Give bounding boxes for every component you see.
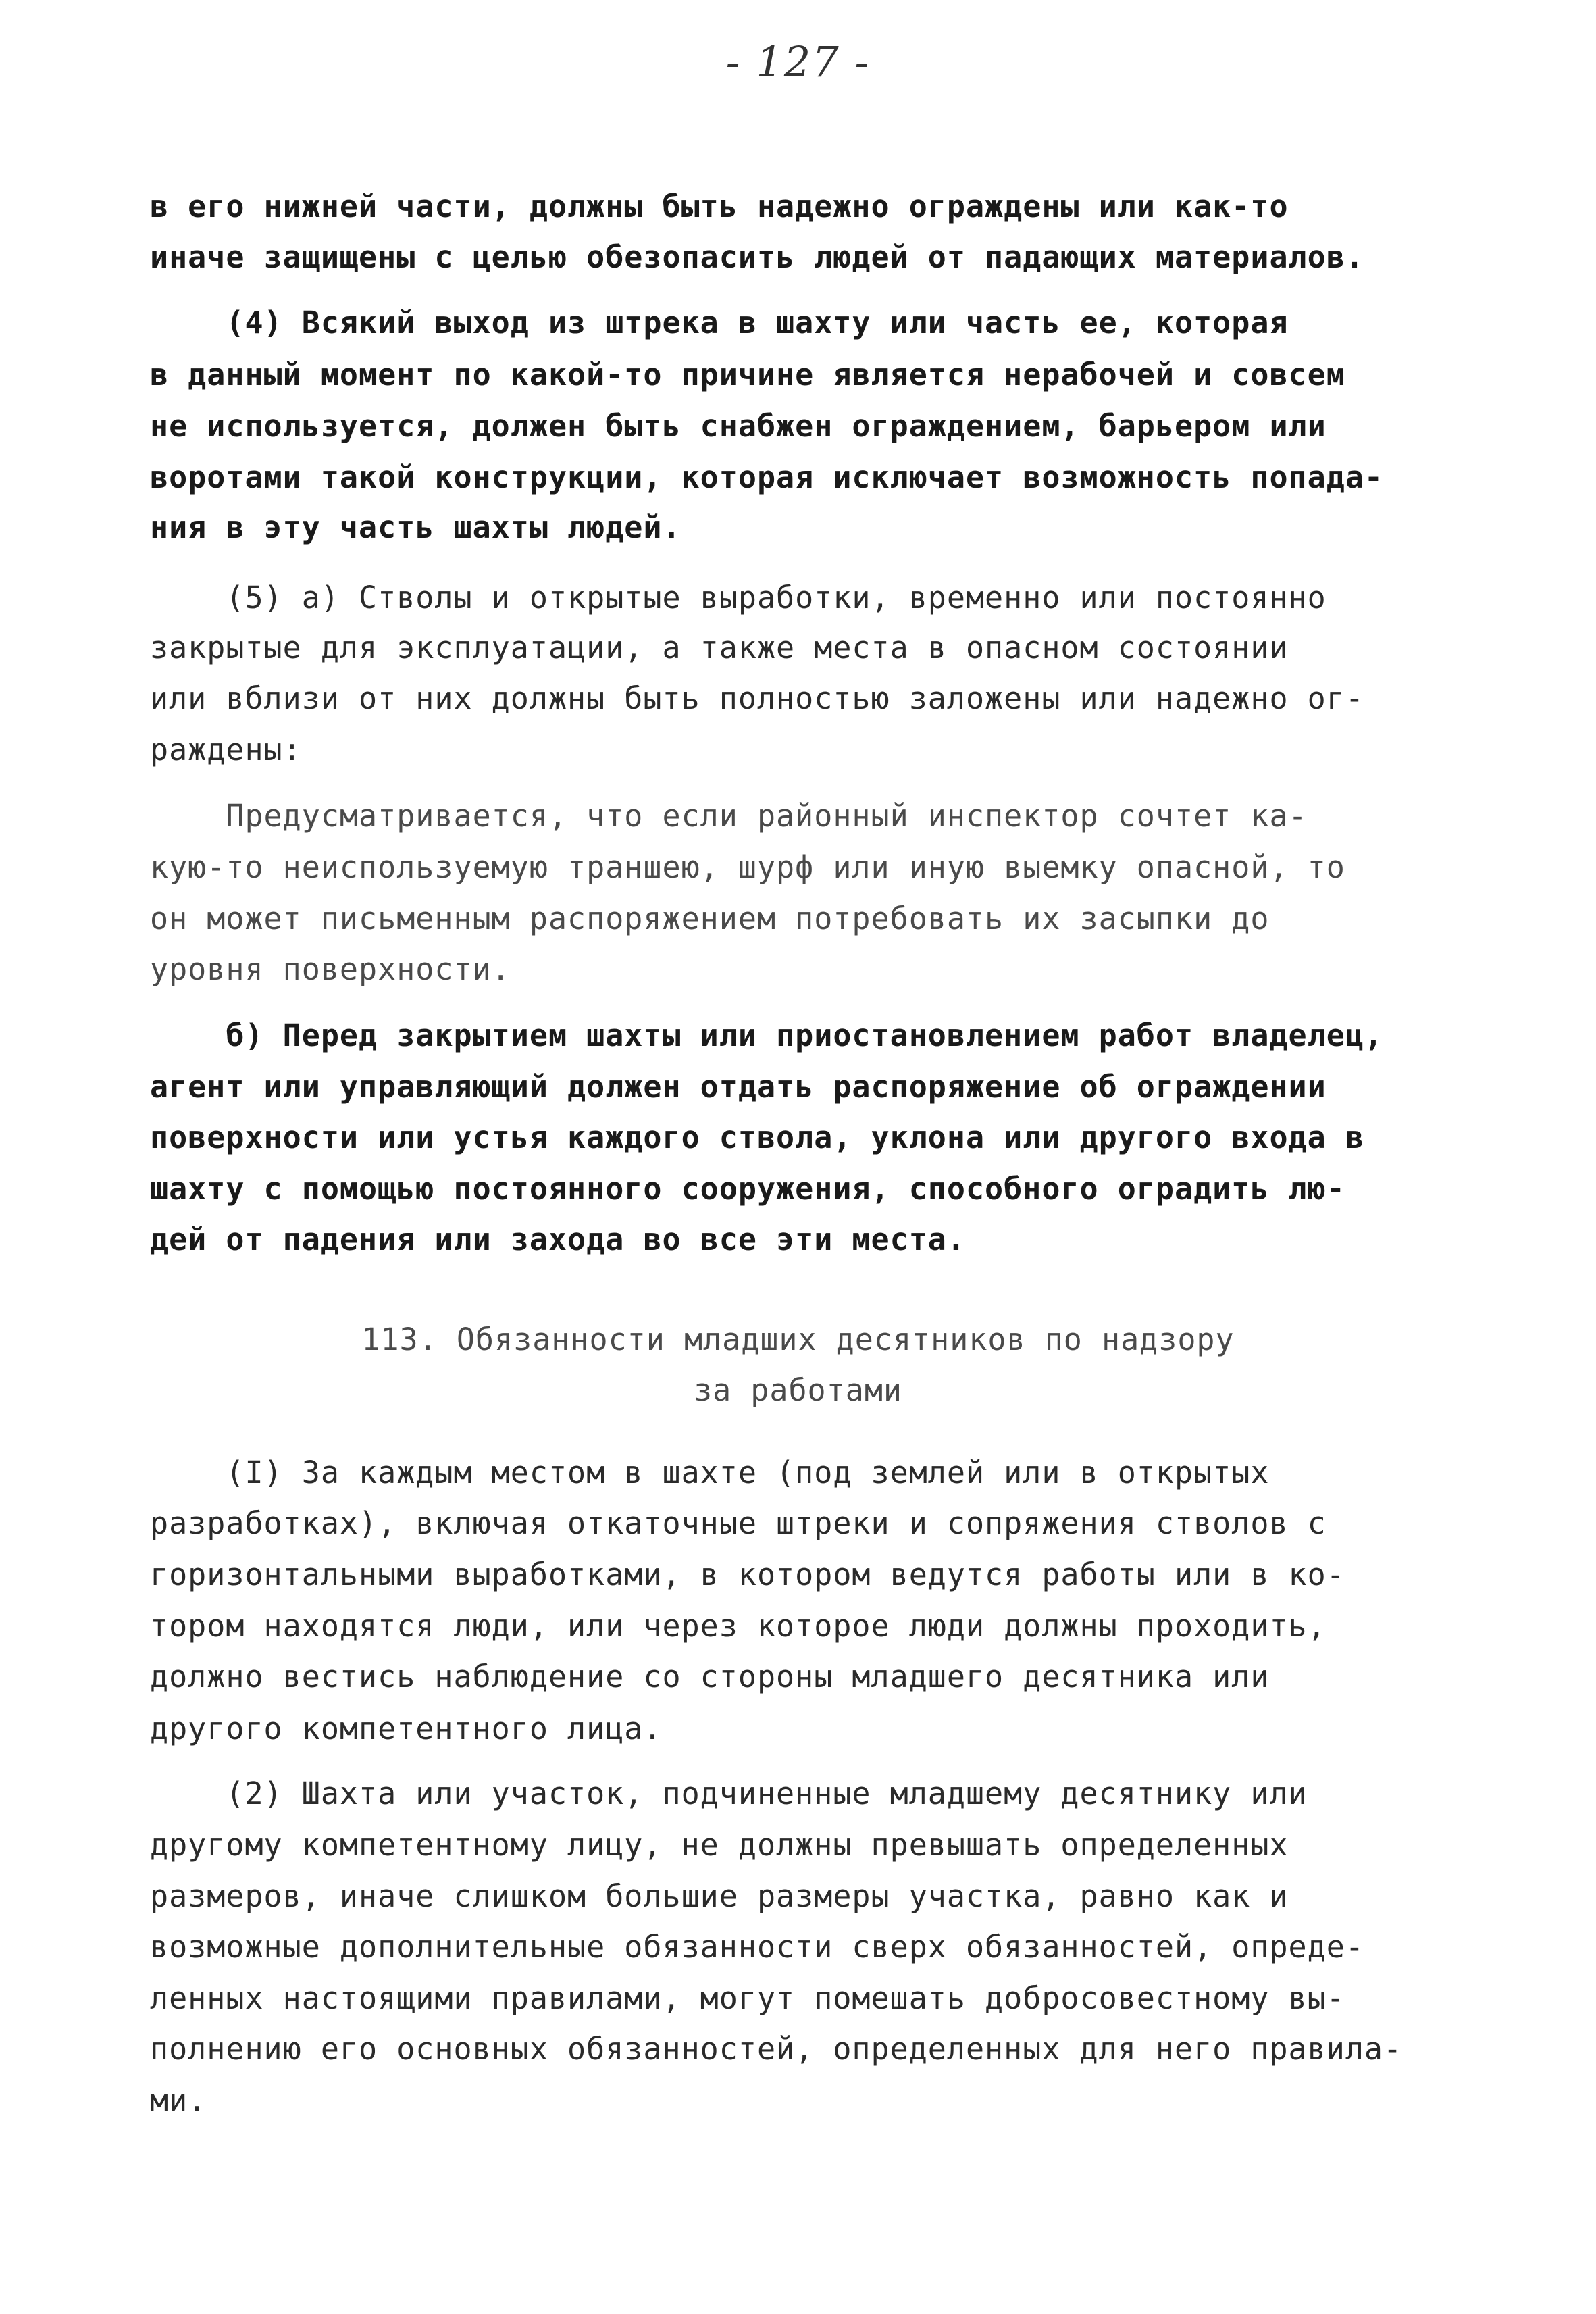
para-5a-line-2: закрытые для эксплуатации, а также места в опасном состоянии (150, 630, 1289, 665)
para-5b-line-4: шахту с помощью постоянного сооружения, способного оградить лю- (150, 1171, 1345, 1207)
para-1-line-3: горизонтальными выработками, в котором ведутся работы или в ко- (150, 1557, 1345, 1592)
para-2-line-1: (2) Шахта или участок, подчиненные младшему десятнику или (150, 1776, 1308, 1811)
para-1-line-1: (I) За каждым местом в шахте (под землей или в открытых (150, 1455, 1270, 1490)
section-heading-line-2: за работами (693, 1372, 902, 1408)
para-1-line-6: другого компетентного лица. (150, 1711, 663, 1746)
para-2-line-5: ленных настоящими правилами, могут помешать добросовестному вы- (150, 1980, 1345, 2016)
provision-line-1: Предусматривается, что если районный инспектор сочтет ка- (150, 798, 1308, 834)
para-4-line-4: воротами такой конструкции, которая исключает возможность попада- (150, 459, 1383, 495)
para-5b-line-1: б) Перед закрытием шахты или приостановлением работ владелец, (150, 1017, 1383, 1053)
para-5b-line-5: дей от падения или захода во все эти места. (150, 1222, 966, 1257)
para-1-line-5: должно вестись наблюдение со стороны младшего десятника или (150, 1659, 1270, 1694)
para-5b-line-3: поверхности или устья каждого ствола, уклона или другого входа в (150, 1120, 1364, 1155)
para-1-line-4: тором находятся люди, или через которое люди должны проходить, (150, 1608, 1327, 1644)
para-4-line-1: (4) Всякий выход из штрека в шахту или часть ее, которая (150, 305, 1289, 341)
para-2-line-6: полнению его основных обязанностей, определенных для него правила- (150, 2031, 1403, 2067)
para-5a-line-1: (5) а) Стволы и открытые выработки, временно или постоянно (150, 580, 1327, 615)
para-4-line-3: не используется, должен быть снабжен ограждением, барьером или (150, 408, 1327, 444)
intro-line-2: иначе защищены с целью обезопасить людей от падающих материалов. (150, 239, 1364, 275)
para-5a-line-4: раждены: (150, 732, 302, 768)
section-heading-line-1: 113. Обязанности младших десятников по надзору (361, 1322, 1235, 1357)
para-2-line-7: ми. (150, 2082, 207, 2118)
para-2-line-3: размеров, иначе слишком большие размеры участка, равно как и (150, 1878, 1289, 1914)
para-5a-line-3: или вблизи от них должны быть полностью заложены или надежно ог- (150, 680, 1364, 716)
para-4-line-2: в данный момент по какой-то причине является нерабочей и совсем (150, 357, 1345, 393)
para-2-line-2: другому компетентному лицу, не должны превышать определенных (150, 1827, 1289, 1863)
provision-line-2: кую-то неиспользуемую траншею, шурф или иную выемку опасной, то (150, 849, 1345, 885)
provision-line-3: он может письменным распоряжением потребовать их засыпки до (150, 901, 1270, 936)
para-2-line-4: возможные дополнительные обязанности сверх обязанностей, опреде- (150, 1929, 1364, 1965)
intro-line-1: в его нижней части, должны быть надежно ограждены или как-то (150, 188, 1289, 224)
page-number: - 127 - (725, 37, 871, 86)
provision-line-4: уровня поверхности. (150, 951, 511, 987)
para-5b-line-2: агент или управляющий должен отдать распоряжение об ограждении (150, 1069, 1327, 1105)
para-1-line-2: разработках), включая откаточные штреки и сопряжения стволов с (150, 1505, 1327, 1541)
para-4-line-5: ния в эту часть шахты людей. (150, 509, 681, 545)
